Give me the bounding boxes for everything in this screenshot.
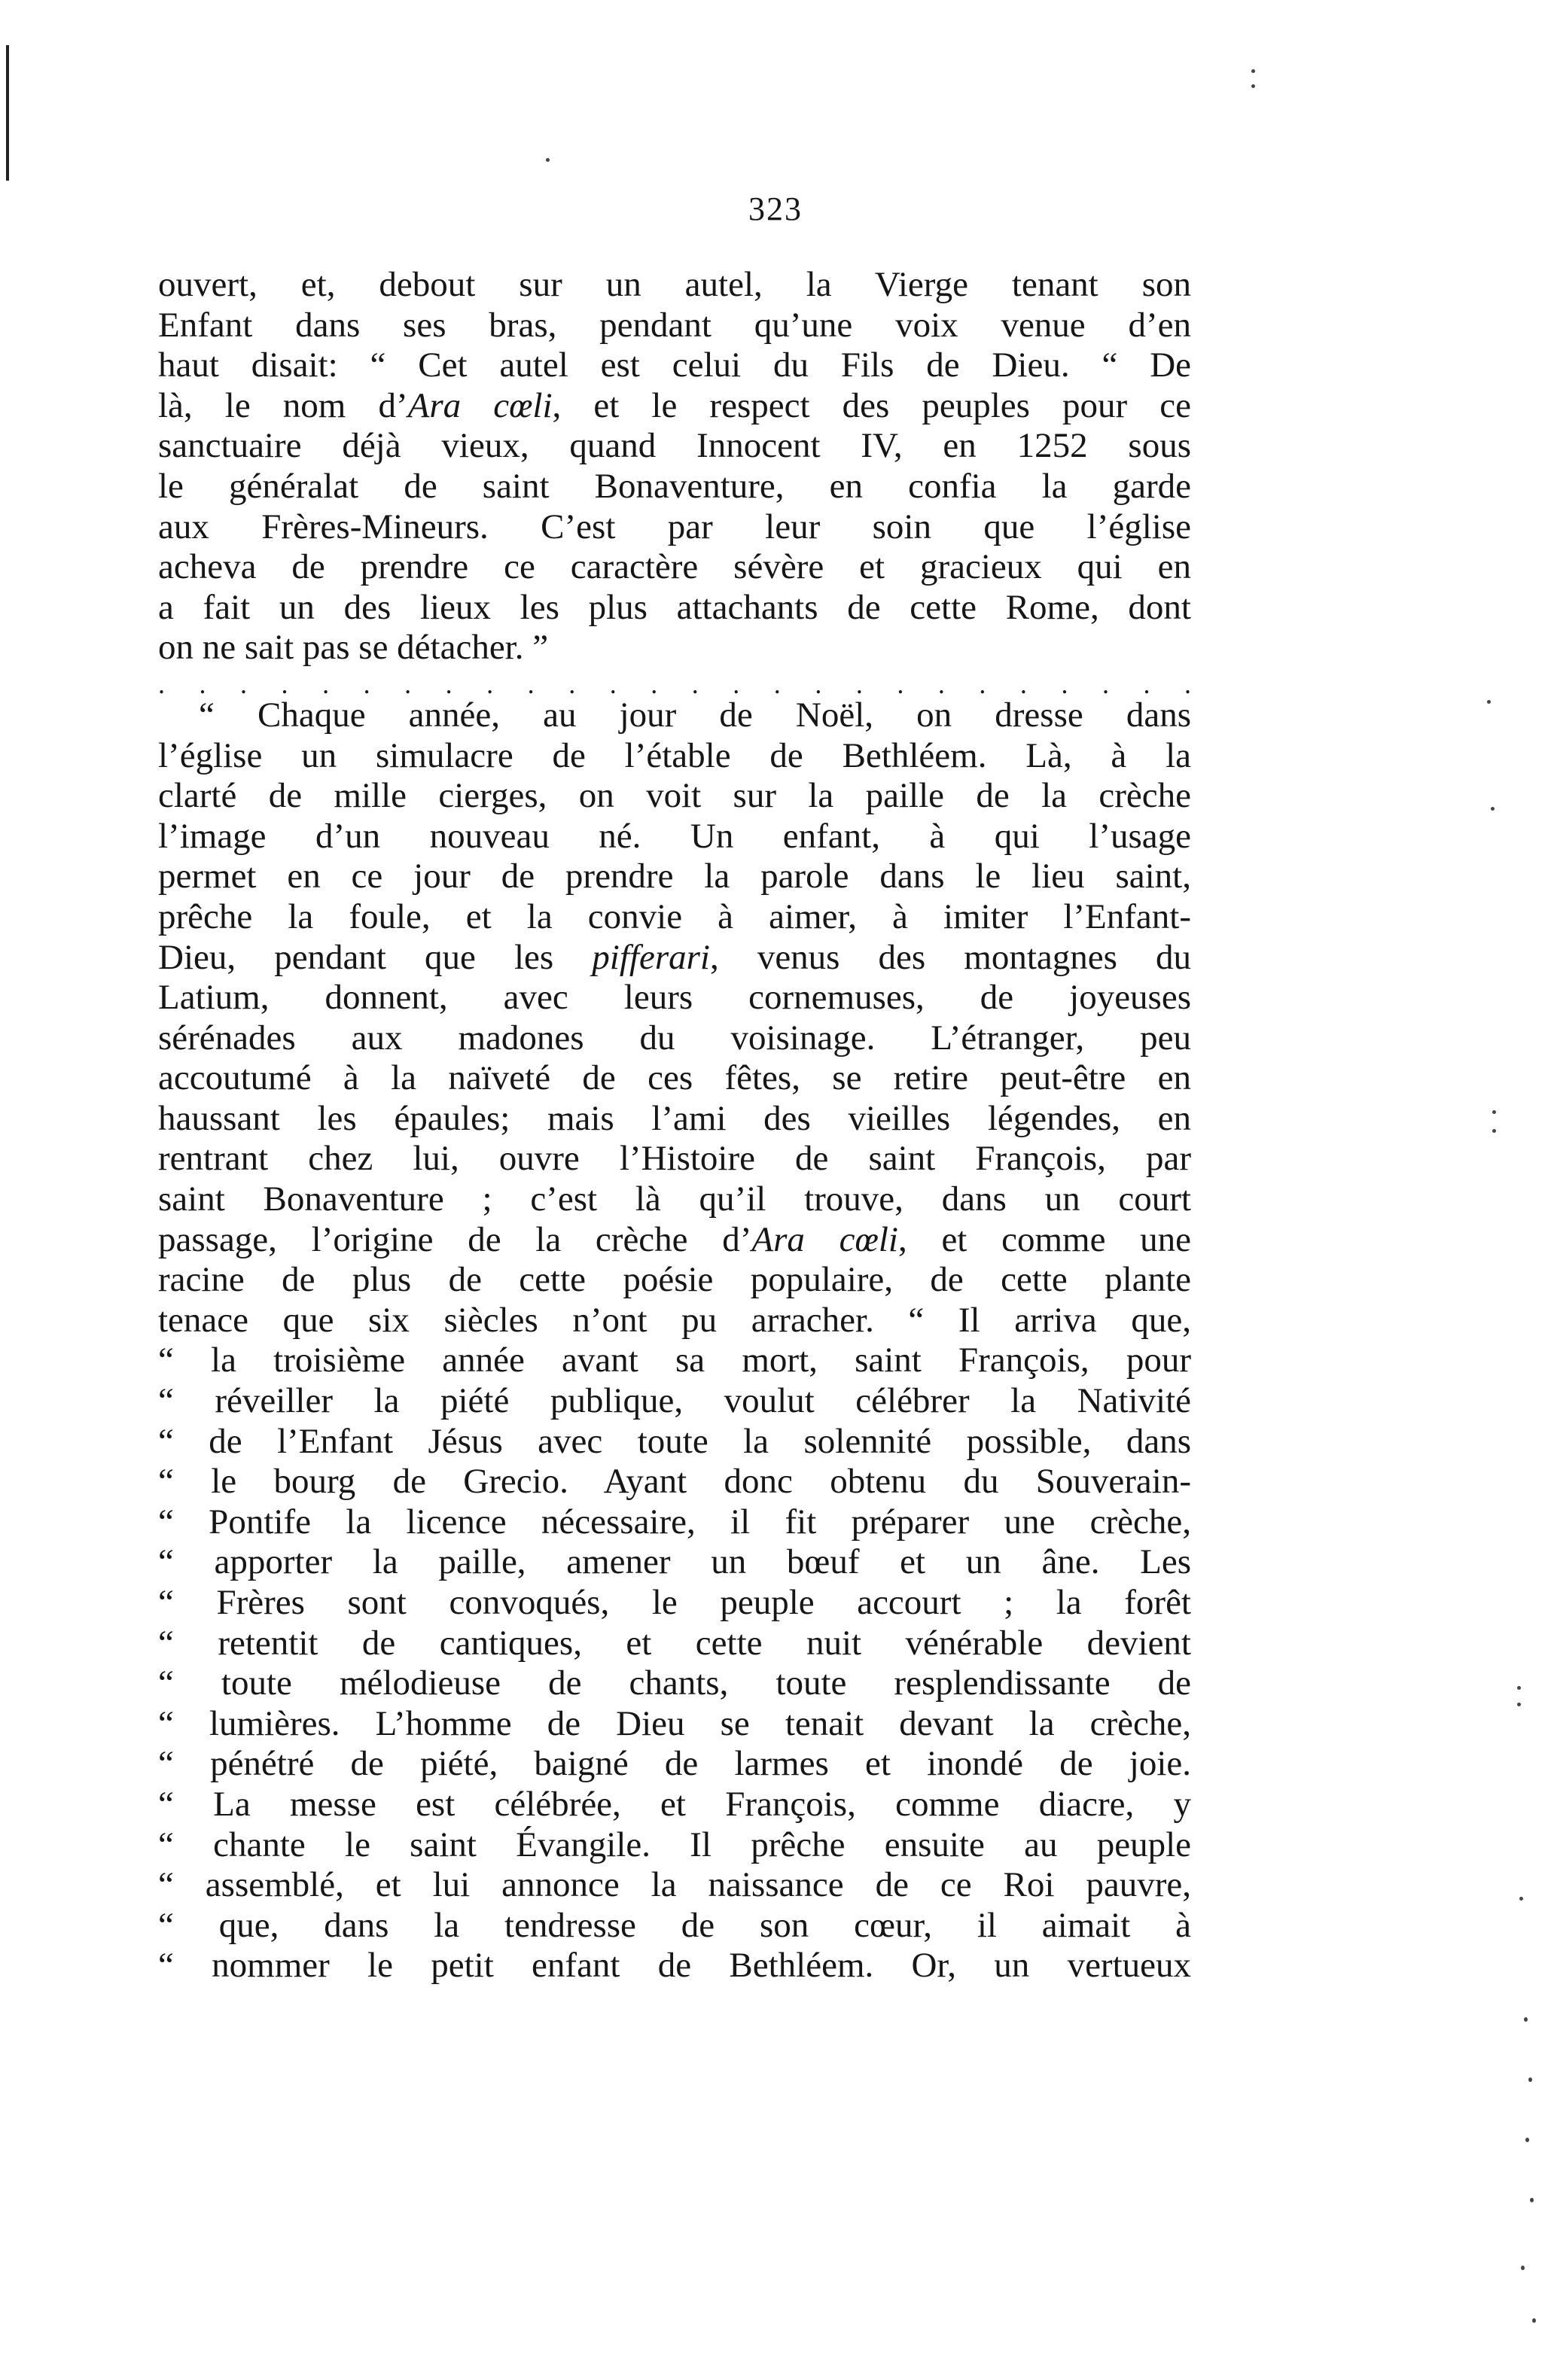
scan-speck [1492, 1110, 1496, 1114]
text-line: “ apporter la paille, amener un bœuf et un âne. Les [158, 1542, 1191, 1582]
text-line: accoutumé à la naïveté de ces fêtes, se retire peut-être en [158, 1058, 1191, 1098]
text-line: a fait un des lieux les plus attachants de cette Rome, dont [158, 587, 1191, 627]
paragraph-2 [158, 695, 1191, 1986]
text-line: acheva de prendre ce caractère sévère et gracieux qui en [158, 547, 1191, 587]
text-line: tenace que six siècles n’ont pu arracher. “ Il arriva que, [158, 1300, 1191, 1340]
text-line: rentrant chez lui, ouvre l’Histoire de saint François, par [158, 1139, 1191, 1179]
scan-speck [1519, 1897, 1523, 1901]
text-line: “ nommer le petit enfant de Bethléem. Or, un vertueux [158, 1946, 1191, 1986]
text-line: l’église un simulacre de l’étable de Bethléem. Là, à la [158, 735, 1191, 775]
text-line: “ toute mélodieuse de chants, toute resplendissante de [158, 1663, 1191, 1703]
text-line: sanctuaire déjà vieux, quand Innocent IV, en 1252 sous [158, 426, 1191, 466]
text-line: “ le bourg de Grecio. Ayant donc obtenu du Souverain- [158, 1462, 1191, 1502]
text-line: là, le nom d’Ara cœli, et le respect des peuples pour ce [158, 385, 1192, 425]
text-line: Dieu, pendant que les pifferari, venus des montagnes du [158, 937, 1191, 977]
text-line: “ réveiller la piété publique, voulut célébrer la Nativité [158, 1381, 1191, 1421]
text-line: passage, l’origine de la crèche d’Ara cœli, et comme une [158, 1219, 1192, 1259]
text-line: ouvert, et, debout sur un autel, la Vierge tenant son [158, 265, 1191, 304]
scan-edge-mark [6, 45, 9, 181]
scan-speck [1521, 2266, 1525, 2270]
text-line: “ Pontife la licence nécessaire, il fit préparer une crèche, [158, 1502, 1191, 1542]
text-line: “ chante le saint Évangile. Il prêche ensuite au peuple [158, 1825, 1191, 1864]
scan-speck [1487, 700, 1491, 704]
text-line: “ Chaque année, au jour de Noël, on dresse dans [199, 695, 1191, 735]
text-line: haussant les épaules; mais l’ami des vieilles légendes, en [158, 1098, 1191, 1138]
italic-term: pifferari [592, 937, 710, 977]
scan-speck [1524, 2017, 1528, 2022]
text-line: “ La messe est célébrée, et François, comme diacre, y [158, 1784, 1191, 1824]
text-line: “ assemblé, et lui annonce la naissance de ce Roi pauvre, [158, 1865, 1191, 1905]
text-line: “ que, dans la tendresse de son cœur, il aimait à [158, 1905, 1191, 1945]
text-line: prêche la foule, et la convie à aimer, à imiter l’Enfant- [158, 896, 1191, 936]
text-line: racine de plus de cette poésie populaire, de cette plante [158, 1260, 1191, 1300]
text-line: le généralat de saint Bonaventure, en confia la garde [158, 466, 1191, 506]
ellipsis-separator: . . . . . . . . . . . . . . . . . . . . . . . . . . [158, 668, 1191, 699]
scan-speck [1525, 2138, 1529, 2142]
scan-speck [1530, 2198, 1534, 2202]
text-line: “ retentit de cantiques, et cette nuit vénérable devient [158, 1623, 1191, 1663]
scan-speck [546, 158, 550, 162]
scan-speck [1532, 2318, 1536, 2323]
text-line: “ lumières. L’homme de Dieu se tenait devant la crèche, [158, 1703, 1191, 1743]
text-line: sérénades aux madones du voisinage. L’étranger, peu [158, 1018, 1191, 1058]
text-line: “ pénétré de piété, baigné de larmes et inondé de joie. [158, 1744, 1191, 1784]
scan-speck [1492, 1129, 1496, 1133]
text-line: “ Frères sont convoqués, le peuple accourt ; la forêt [158, 1583, 1191, 1622]
scan-speck [1528, 2077, 1532, 2082]
text-line: aux Frères-Mineurs. C’est par leur soin que l’église [158, 507, 1191, 546]
page-number: 323 [748, 190, 803, 227]
paragraph-1 [158, 265, 1191, 668]
text-line: permet en ce jour de prendre la parole dans le lieu saint, [158, 857, 1191, 896]
text-line: saint Bonaventure ; c’est là qu’il trouve, dans un court [158, 1179, 1191, 1219]
scan-speck [1251, 69, 1255, 73]
italic-term: Ara cœli [407, 385, 553, 425]
scan-speck [1517, 1703, 1521, 1706]
text-line: on ne sait pas se détacher. ” [158, 628, 549, 668]
scan-speck [1251, 84, 1255, 88]
text-line: Enfant dans ses bras, pendant qu’une voix venue d’en [158, 305, 1191, 345]
body-text [158, 265, 1191, 1986]
text-line: l’image d’un nouveau né. Un enfant, à qui l’usage [158, 816, 1191, 856]
scan-speck [1517, 1686, 1521, 1690]
text-line: “ de l’Enfant Jésus avec toute la solennité possible, dans [158, 1421, 1191, 1461]
text-line: clarté de mille cierges, on voit sur la paille de la crèche [158, 776, 1191, 816]
scan-speck [1491, 807, 1495, 811]
text-line: haut disait: “ Cet autel est celui du Fils de Dieu. “ De [158, 345, 1191, 385]
text-line: “ la troisième année avant sa mort, saint François, pour [158, 1341, 1191, 1380]
text-line: Latium, donnent, avec leurs cornemuses, de joyeuses [158, 978, 1191, 1018]
italic-term: Ara cœli [751, 1219, 898, 1259]
